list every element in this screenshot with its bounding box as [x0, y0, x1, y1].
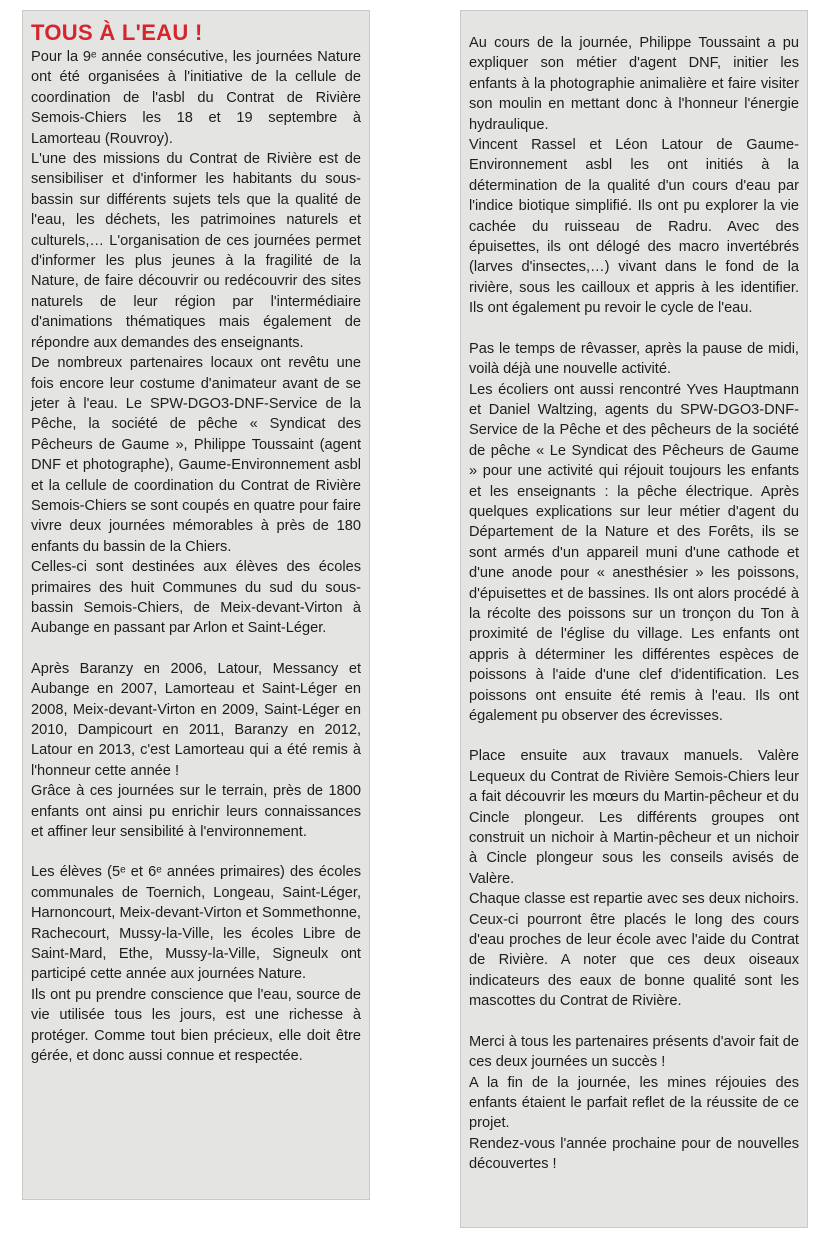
paragraph-gap — [469, 1012, 799, 1032]
paragraph: Merci à tous les partenaires présents d'avoir fait de ces deux journées un succès ! — [469, 1033, 799, 1071]
paragraph: De nombreux partenaires locaux ont revêtu une fois encore leur costume d'animateur avant de se jeter à l'eau. Le SPW-DGO3-DNF-Service de la Pêche, la société de pêche « Syndicat des Pêcheurs de Gaume », Philippe Toussaint (agent DNF et photographe), Gaume-Environnement asbl et la cellule de coordination du Contrat de Rivière Semois-Chiers se sont coupés en quatre pour faire vivre deux journées mémorables à près de 180 enfants du bassin de la Chiers. — [31, 355, 361, 555]
paragraph: Pas le temps de rêvasser, après la pause de midi, voilà déjà une nouvelle activité. — [469, 340, 799, 378]
paragraph: L'une des missions du Contrat de Rivière est de sensibiliser et d'informer les habitants du sous-bassin sur différents sujets tels que la qualité de l'eau, les déchets, les patrimoines naturels et culturels,… L'organisation de ces journées permet d'informer les plus jeunes à la fragilité de la Nature, de faire découvrir ou redécouvrir des sites naturels de leur région par l'intermédiaire d'animations thématiques mais également de répondre aux demandes des enseignants. — [31, 151, 361, 351]
paragraph: Au cours de la journée, Philippe Toussaint a pu expliquer son métier d'agent DNF, initier les enfants à la photographie animalière et faire visiter son moulin en mettant donc à l'honneur l'énergie hydraulique. — [469, 35, 799, 133]
paragraph: Les écoliers ont aussi rencontré Yves Hauptmann et Daniel Waltzing, agents du SPW-DGO3-DNF-Service de la Pêche et des pêcheurs de la société de pêche « Le Syndicat des Pêcheurs de Gaume » pour une activité qui réjouit toujours les enfants et les enseignants : la pêche électrique. Après quelques explications sur leur métier d'agent du Département de la Nature et des Forêts, ils se sont armés d'un appareil muni d'une cathode et d'une anode pour « anesthésier » les poissons, d'épuisettes et de bassines. Ils ont alors procédé à la récolte des poissons sur un tronçon du Ton à proximité de l'église du village. Les enfants ont appris à déterminer les différentes espèces de poissons à l'aide d'une clef d'identification. Les poissons ont ensuite été remis à l'eau. Ils ont également pu observer des écrevisses. — [469, 381, 799, 724]
paragraph: Rendez-vous l'année prochaine pour de nouvelles découvertes ! — [469, 1135, 799, 1173]
paragraph-gap — [469, 726, 799, 746]
paragraph: Ils ont pu prendre conscience que l'eau, source de vie utilisée tous les jours, est une richesse à protéger. Comme tout bien précieux, elle doit être gérée, et donc aussi connue et respectée. — [31, 986, 361, 1065]
paragraph: Grâce à ces journées sur le terrain, près de 1800 enfants ont ainsi pu enrichir leurs connaissances et affiner leur sensibilité à l'environnement. — [31, 783, 361, 841]
paragraph-gap — [469, 319, 799, 339]
paragraph: Chaque classe est repartie avec ses deux nichoirs. Ceux-ci pourront être placés le long des cours d'eau proches de leur école avec l'aide du Contrat de Rivière. A noter que ces deux oiseaux indicateurs des eaux de bonne qualité sont les mascottes du Contrat de Rivière. — [469, 891, 799, 1010]
paragraph: Les élèves (5ᵉ et 6ᵉ années primaires) des écoles communales de Toernich, Longeau, Saint-Léger, Harnoncourt, Meix-devant-Virton et Sommethonne, Rachecourt, Mussy-la-Ville, les écoles Libre de Saint-Mard, Ethe, Mussy-la-Ville, Signeulx ont participé cette année aux journées Nature. — [31, 864, 361, 983]
paragraph: Celles-ci sont destinées aux élèves des écoles primaires des huit Communes du sud du sous-bassin Semois-Chiers, de Meix-devant-Virton à Aubange en passant par Arlon et Saint-Léger. — [31, 559, 361, 637]
paragraph: Après Baranzy en 2006, Latour, Messancy et Aubange en 2007, Lamorteau et Saint-Léger en 2008, Meix-devant-Virton en 2009, Saint-Léger en 2010, Dampicourt en 2011, Baranzy en 2012, Latour en 2013, c'est Lamorteau qui a été remis à l'honneur cette année ! — [31, 660, 361, 779]
right-column — [460, 10, 808, 1228]
paragraph: A la fin de la journée, les mines réjouies des enfants étaient le parfait reflet de la réussite de ce projet. — [469, 1074, 799, 1132]
article-title: TOUS À L'EAU ! — [31, 20, 203, 45]
paragraph: Place ensuite aux travaux manuels. Valère Lequeux du Contrat de Rivière Semois-Chiers leur a fait découvrir les mœurs du Martin-pêcheur et du Cincle plongeur. Les différents groupes ont construit un nichoir à Martin-pêcheur et un nichoir à Cincle plongeur sous les conseils avisés de Valère. — [469, 748, 799, 887]
paragraph-gap — [31, 639, 361, 659]
paragraph: Pour la 9ᵉ année consécutive, les journées Nature ont été organisées à l'initiative de la cellule de coordination de l'asbl du Contrat de Rivière Semois-Chiers les 18 et 19 septembre à Lamorteau (Rouvroy). — [31, 49, 361, 147]
paragraph: Vincent Rassel et Léon Latour de Gaume-Environnement asbl les ont initiés à la détermination de la qualité d'un cours d'eau par l'indice biotique simplifié. Ils ont pu explorer la vie cachée du ruisseau de Radru. Avec des épuisettes, ils ont délogé des macro invertébrés (larves d'insectes,…) vivant dans le fond de la rivière, sous les cailloux et appris à les identifier. Ils ont également pu revoir le cycle de l'eau. — [469, 137, 799, 317]
paragraph-gap — [31, 842, 361, 862]
left-column — [22, 10, 370, 1200]
